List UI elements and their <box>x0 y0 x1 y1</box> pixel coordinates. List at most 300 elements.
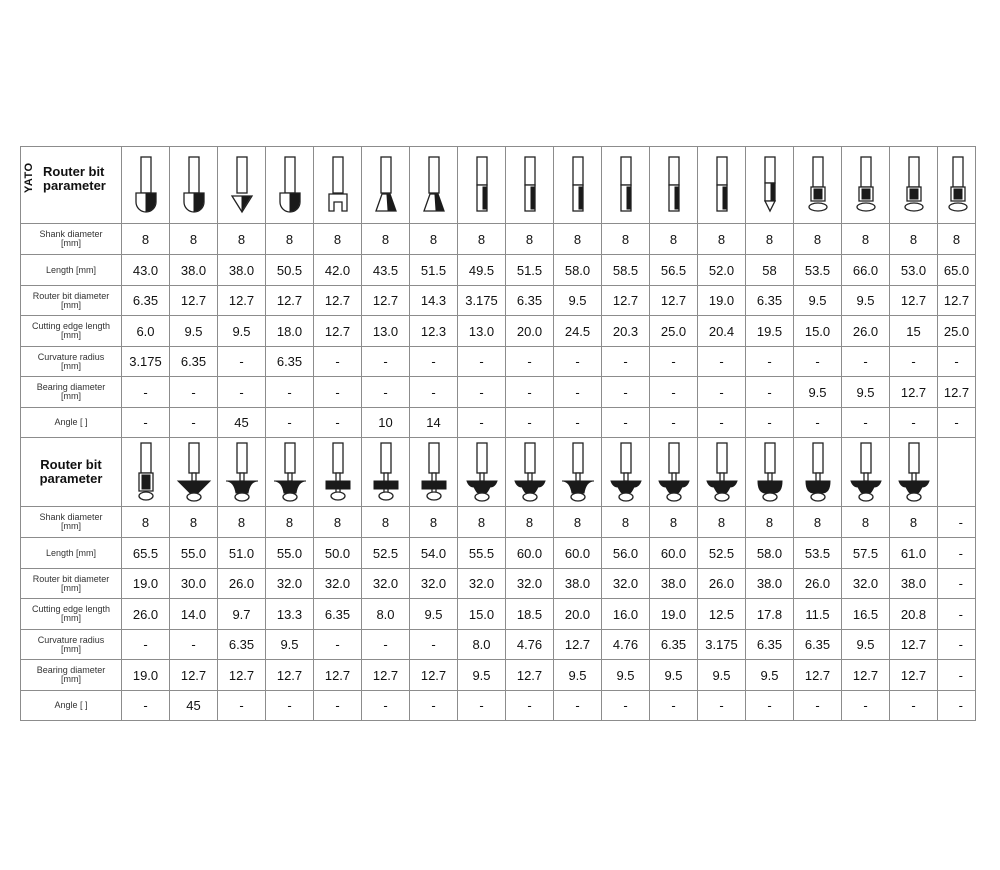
spec-value-cell: 52.0 <box>698 255 746 286</box>
spec-value-cell: 25.0 <box>938 316 976 347</box>
spec-value-cell: 26.0 <box>842 316 890 347</box>
router-bit-bead-icon <box>798 440 838 504</box>
spec-value-cell: 12.7 <box>506 660 554 691</box>
spec-value-cell: - <box>410 691 458 721</box>
bit-image-cell <box>842 147 890 224</box>
spec-value-cell: 56.5 <box>650 255 698 286</box>
spec-value-cell: 15 <box>890 316 938 347</box>
spec-value-cell: 9.5 <box>458 660 506 691</box>
spec-value-cell: - <box>650 408 698 438</box>
spec-value-cell: 65.5 <box>122 538 170 569</box>
spec-value-cell: 9.5 <box>218 316 266 347</box>
spec-value-cell: 12.7 <box>650 286 698 316</box>
spec-value-cell: 26.0 <box>122 599 170 630</box>
spec-value-cell: - <box>842 691 890 721</box>
spec-value-cell: - <box>746 347 794 377</box>
spec-value-cell: 8 <box>602 507 650 538</box>
bit-image-row <box>21 147 976 224</box>
spec-value-cell: - <box>218 691 266 721</box>
spec-value-cell: 20.8 <box>890 599 938 630</box>
router-bit-bead-icon <box>750 440 790 504</box>
bit-image-row <box>21 438 976 507</box>
spec-value-cell: - <box>410 377 458 408</box>
spec-value-cell: 9.5 <box>410 599 458 630</box>
router-bit-roundover-icon <box>222 440 262 504</box>
spec-value-cell: 8 <box>794 224 842 255</box>
spec-value-cell: 12.7 <box>218 286 266 316</box>
spec-value-cell: 9.7 <box>218 599 266 630</box>
spec-value-cell: 8 <box>122 224 170 255</box>
router-bit-ogee-icon <box>606 440 646 504</box>
spec-value-cell: - <box>218 377 266 408</box>
spec-value-cell: 12.7 <box>938 377 976 408</box>
bit-image-cell <box>938 147 976 224</box>
brand-text: YATO <box>23 162 35 193</box>
row-header <box>21 147 122 224</box>
spec-value-cell: 8 <box>314 224 362 255</box>
spec-value-cell: - <box>794 347 842 377</box>
spec-row <box>21 569 976 599</box>
spec-value-cell: 50.5 <box>266 255 314 286</box>
spec-value-cell: - <box>122 408 170 438</box>
spec-value-cell: 60.0 <box>650 538 698 569</box>
bit-image-cell <box>890 438 938 507</box>
spec-value-cell: 53.0 <box>890 255 938 286</box>
spec-value-cell: 9.5 <box>794 286 842 316</box>
spec-value-cell: 12.7 <box>266 286 314 316</box>
spec-value-cell: 12.7 <box>218 660 266 691</box>
router-bit-round-nose-icon <box>126 154 166 216</box>
table-title-line: parameter <box>43 178 106 193</box>
spec-value-cell: 58.0 <box>554 255 602 286</box>
router-bit-ogee-icon <box>510 440 550 504</box>
spec-value-cell: 12.7 <box>314 660 362 691</box>
spec-value-cell: 9.5 <box>554 286 602 316</box>
spec-value-cell: - <box>938 507 976 538</box>
spec-row-label-line: Cutting edge length <box>31 604 111 614</box>
bit-image-cell <box>506 147 554 224</box>
spec-value-cell: 17.8 <box>746 599 794 630</box>
spec-value-cell: - <box>314 347 362 377</box>
bit-image-cell <box>842 438 890 507</box>
spec-value-cell: 8 <box>554 507 602 538</box>
spec-value-cell: 3.175 <box>458 286 506 316</box>
spec-value-cell: - <box>170 630 218 660</box>
router-bit-spec-table <box>20 146 976 721</box>
spec-value-cell: - <box>938 630 976 660</box>
spec-value-cell: 32.0 <box>314 569 362 599</box>
spec-row-label-line: [mm] <box>61 674 81 684</box>
spec-value-cell: - <box>938 569 976 599</box>
spec-value-cell: - <box>218 347 266 377</box>
spec-value-cell: 54.0 <box>410 538 458 569</box>
spec-value-cell: 12.7 <box>890 660 938 691</box>
router-bit-slot-icon <box>414 440 454 504</box>
router-bit-slot-icon <box>318 440 358 504</box>
spec-value-cell: - <box>698 347 746 377</box>
spec-value-cell: 8 <box>218 224 266 255</box>
spec-row <box>21 538 976 569</box>
spec-value-cell: 8 <box>410 224 458 255</box>
spec-value-cell: - <box>266 377 314 408</box>
spec-value-cell: 4.76 <box>506 630 554 660</box>
spec-value-cell: - <box>506 408 554 438</box>
spec-row <box>21 507 976 538</box>
spec-value-cell: - <box>794 691 842 721</box>
spec-value-cell: 8 <box>698 224 746 255</box>
spec-value-cell: 42.0 <box>314 255 362 286</box>
spec-value-cell: 12.7 <box>266 660 314 691</box>
table-title <box>43 165 106 193</box>
spec-value-cell: 18.0 <box>266 316 314 347</box>
router-bit-ogee-icon <box>462 440 502 504</box>
spec-value-cell: 19.0 <box>122 569 170 599</box>
spec-value-cell: 51.5 <box>410 255 458 286</box>
bit-image-cell <box>458 438 506 507</box>
spec-value-cell: 8.0 <box>458 630 506 660</box>
spec-value-cell: 12.3 <box>410 316 458 347</box>
spec-value-cell: 52.5 <box>362 538 410 569</box>
spec-value-cell: 20.0 <box>554 599 602 630</box>
bit-image-cell <box>170 147 218 224</box>
spec-value-cell: 55.0 <box>266 538 314 569</box>
spec-value-cell: 19.5 <box>746 316 794 347</box>
spec-row-label <box>21 599 122 630</box>
spec-value-cell: 6.35 <box>218 630 266 660</box>
spec-value-cell: 8.0 <box>362 599 410 630</box>
spec-row <box>21 347 976 377</box>
spec-row-label-line: [mm] <box>61 330 81 340</box>
table-title-line: Router bit <box>40 457 102 472</box>
router-bit-dovetail-icon <box>414 154 454 216</box>
spec-value-cell: 9.5 <box>170 316 218 347</box>
spec-value-cell: 8 <box>554 224 602 255</box>
bit-image-cell <box>266 147 314 224</box>
bit-image-cell <box>314 147 362 224</box>
spec-value-cell: - <box>938 599 976 630</box>
spec-value-cell: 8 <box>122 507 170 538</box>
spec-value-cell: 10 <box>362 408 410 438</box>
bit-image-cell <box>746 147 794 224</box>
spec-value-cell: - <box>554 377 602 408</box>
spec-value-cell: 12.7 <box>554 630 602 660</box>
spec-value-cell: 8 <box>890 224 938 255</box>
spec-value-cell: - <box>554 691 602 721</box>
bit-image-cell <box>362 438 410 507</box>
bit-image-cell <box>122 438 170 507</box>
bit-image-cell <box>506 438 554 507</box>
spec-value-cell: - <box>746 691 794 721</box>
spec-row-label <box>21 408 122 438</box>
spec-value-cell: - <box>938 691 976 721</box>
spec-value-cell: 8 <box>506 224 554 255</box>
router-bit-straight-icon <box>606 154 646 216</box>
spec-row <box>21 691 976 721</box>
spec-value-cell: 15.0 <box>794 316 842 347</box>
router-bit-ogee-icon <box>654 440 694 504</box>
spec-value-cell: 12.7 <box>890 286 938 316</box>
spec-value-cell: - <box>362 691 410 721</box>
bit-image-cell <box>218 147 266 224</box>
spec-row <box>21 224 976 255</box>
spec-value-cell: - <box>266 691 314 721</box>
router-bit-roundover-icon <box>270 440 310 504</box>
brand-logo <box>23 153 37 209</box>
bit-image-cell <box>122 147 170 224</box>
spec-value-cell: - <box>314 408 362 438</box>
spec-value-cell: 9.5 <box>602 660 650 691</box>
bit-image-cell <box>890 147 938 224</box>
bit-image-cell <box>410 438 458 507</box>
spec-row-label <box>21 630 122 660</box>
spec-value-cell: 3.175 <box>122 347 170 377</box>
spec-value-cell: 6.35 <box>266 347 314 377</box>
spec-value-cell: 65.0 <box>938 255 976 286</box>
spec-value-cell: - <box>698 377 746 408</box>
spec-row-label <box>21 507 122 538</box>
spec-row-label <box>21 316 122 347</box>
spec-row <box>21 377 976 408</box>
spec-row-label <box>21 347 122 377</box>
spec-value-cell: 25.0 <box>650 316 698 347</box>
spec-value-cell: 9.5 <box>554 660 602 691</box>
spec-value-cell: - <box>602 691 650 721</box>
bit-image-cell <box>794 147 842 224</box>
spec-value-cell: - <box>602 347 650 377</box>
spec-value-cell: 38.0 <box>218 255 266 286</box>
spec-value-cell: - <box>842 347 890 377</box>
router-bit-flush-trim-icon <box>938 154 976 216</box>
spec-value-cell: - <box>746 408 794 438</box>
spec-value-cell: 45 <box>218 408 266 438</box>
spec-value-cell: 51.0 <box>218 538 266 569</box>
spec-value-cell: 60.0 <box>554 538 602 569</box>
spec-value-cell: - <box>362 630 410 660</box>
spec-value-cell: 9.5 <box>746 660 794 691</box>
spec-value-cell: - <box>554 408 602 438</box>
spec-value-cell: 8 <box>842 224 890 255</box>
spec-value-cell: 58.0 <box>746 538 794 569</box>
spec-value-cell: 9.5 <box>650 660 698 691</box>
spec-value-cell: - <box>746 377 794 408</box>
spec-value-cell: 58.5 <box>602 255 650 286</box>
spec-row <box>21 630 976 660</box>
spec-value-cell: 6.35 <box>746 630 794 660</box>
spec-value-cell: 8 <box>410 507 458 538</box>
bit-image-cell <box>794 438 842 507</box>
spec-value-cell: 51.5 <box>506 255 554 286</box>
router-bit-ogee-icon <box>702 440 742 504</box>
spec-value-cell: 12.7 <box>314 316 362 347</box>
spec-row-label-line: Shank diameter <box>39 229 103 239</box>
bit-image-cell <box>602 147 650 224</box>
spec-row-label-line: Shank diameter <box>39 512 103 522</box>
table-title-line: parameter <box>39 471 103 486</box>
spec-value-cell: - <box>410 347 458 377</box>
spec-value-cell: 12.7 <box>938 286 976 316</box>
router-bit-slot-icon <box>366 440 406 504</box>
spec-value-cell: 6.35 <box>122 286 170 316</box>
spec-value-cell: - <box>170 377 218 408</box>
bit-image-cell <box>698 147 746 224</box>
router-bit-ogee-icon <box>894 440 934 504</box>
spec-value-cell: 9.5 <box>698 660 746 691</box>
spec-value-cell: 4.76 <box>602 630 650 660</box>
spec-value-cell: 6.35 <box>170 347 218 377</box>
spec-value-cell: 12.7 <box>170 660 218 691</box>
spec-value-cell: 13.0 <box>458 316 506 347</box>
spec-value-cell: 53.5 <box>794 538 842 569</box>
router-bit-chamfer-icon <box>174 440 214 504</box>
spec-row-label-line: [mm] <box>61 299 81 310</box>
spec-row <box>21 255 976 286</box>
spec-value-cell: 8 <box>698 507 746 538</box>
spec-value-cell: 26.0 <box>698 569 746 599</box>
spec-value-cell: - <box>650 377 698 408</box>
spec-value-cell: - <box>410 630 458 660</box>
spec-value-cell: - <box>122 377 170 408</box>
spec-value-cell: - <box>266 408 314 438</box>
spec-value-cell: 13.3 <box>266 599 314 630</box>
spec-value-cell: 20.0 <box>506 316 554 347</box>
spec-row-label-line: Cutting edge length <box>31 321 111 331</box>
router-bit-flush-trim-icon <box>798 154 838 216</box>
spec-value-cell: 12.7 <box>362 286 410 316</box>
spec-value-cell: 24.5 <box>554 316 602 347</box>
spec-value-cell: - <box>650 691 698 721</box>
spec-value-cell: 8 <box>170 224 218 255</box>
spec-value-cell: 9.5 <box>842 286 890 316</box>
router-bit-flush-trim-icon <box>846 154 886 216</box>
spec-value-cell: 20.4 <box>698 316 746 347</box>
spec-value-cell: 66.0 <box>842 255 890 286</box>
spec-value-cell: 8 <box>842 507 890 538</box>
spec-row-label-line: Curvature radius <box>37 634 105 645</box>
spec-value-cell: 55.5 <box>458 538 506 569</box>
bit-image-cell <box>170 438 218 507</box>
router-bit-round-nose-icon <box>174 154 214 216</box>
spec-row-label-line: Length [mm] <box>45 264 97 275</box>
bit-image-cell <box>410 147 458 224</box>
spec-value-cell: 26.0 <box>794 569 842 599</box>
spec-value-cell: 8 <box>266 224 314 255</box>
spec-row <box>21 286 976 316</box>
spec-row <box>21 408 976 438</box>
spec-value-cell: 32.0 <box>458 569 506 599</box>
spec-value-cell: 14.0 <box>170 599 218 630</box>
bit-image-cell <box>218 438 266 507</box>
spec-value-cell: - <box>122 691 170 721</box>
spec-value-cell: - <box>506 691 554 721</box>
bit-image-cell <box>650 438 698 507</box>
spec-value-cell: 45 <box>170 691 218 721</box>
spec-value-cell: - <box>170 408 218 438</box>
spec-value-cell: 50.0 <box>314 538 362 569</box>
spec-value-cell: 12.7 <box>602 286 650 316</box>
spec-value-cell: - <box>122 630 170 660</box>
spec-value-cell: - <box>458 347 506 377</box>
router-bit-panel-pilot-icon <box>750 154 790 216</box>
spec-row-label-line: Bearing diameter <box>36 665 106 675</box>
spec-value-cell: - <box>938 538 976 569</box>
spec-value-cell: - <box>842 408 890 438</box>
spec-value-cell: 6.35 <box>650 630 698 660</box>
spec-value-cell: - <box>890 691 938 721</box>
spec-value-cell: 12.7 <box>890 377 938 408</box>
spec-value-cell: 55.0 <box>170 538 218 569</box>
spec-value-cell: - <box>362 377 410 408</box>
spec-value-cell: - <box>314 377 362 408</box>
spec-value-cell: 8 <box>650 507 698 538</box>
spec-value-cell: 16.0 <box>602 599 650 630</box>
router-bit-straight-icon <box>462 154 502 216</box>
spec-value-cell: - <box>890 408 938 438</box>
spec-row-label <box>21 569 122 599</box>
spec-value-cell: 38.0 <box>554 569 602 599</box>
spec-value-cell: 9.5 <box>794 377 842 408</box>
spec-row <box>21 660 976 691</box>
bit-image-cell <box>314 438 362 507</box>
spec-value-cell: - <box>698 691 746 721</box>
spec-value-cell: 32.0 <box>602 569 650 599</box>
spec-value-cell: 32.0 <box>842 569 890 599</box>
spec-value-cell: 12.7 <box>314 286 362 316</box>
spec-value-cell: 9.5 <box>842 377 890 408</box>
spec-row-label-line: Curvature radius <box>37 351 105 362</box>
spec-value-cell: 8 <box>602 224 650 255</box>
spec-value-cell: - <box>938 660 976 691</box>
spec-row-label <box>21 377 122 408</box>
spec-row-label-line: [mm] <box>61 521 81 531</box>
spec-value-cell: 52.5 <box>698 538 746 569</box>
spec-value-cell: 9.5 <box>266 630 314 660</box>
spec-row-label-line: [mm] <box>61 613 81 623</box>
spec-value-cell: 53.5 <box>794 255 842 286</box>
spec-row-label-line: [mm] <box>61 643 81 654</box>
spec-value-cell: 14 <box>410 408 458 438</box>
spec-value-cell: - <box>458 408 506 438</box>
spec-value-cell: 6.35 <box>506 286 554 316</box>
bit-image-cell <box>746 438 794 507</box>
spec-value-cell: 56.0 <box>602 538 650 569</box>
spec-value-cell: 32.0 <box>506 569 554 599</box>
spec-value-cell: - <box>794 408 842 438</box>
router-bit-straight-icon <box>702 154 742 216</box>
router-bit-dovetail-icon <box>366 154 406 216</box>
spec-value-cell: 8 <box>170 507 218 538</box>
spec-value-cell: 8 <box>362 507 410 538</box>
spec-value-cell: 43.5 <box>362 255 410 286</box>
spec-value-cell: 12.7 <box>362 660 410 691</box>
spec-row-label-line: Router bit diameter <box>32 290 110 301</box>
spec-row-label-line: [mm] <box>61 238 81 248</box>
spec-value-cell: - <box>458 691 506 721</box>
spec-value-cell: 38.0 <box>170 255 218 286</box>
spec-row-label-line: Angle [ ] <box>54 417 88 427</box>
spec-value-cell: 8 <box>506 507 554 538</box>
bit-image-cell <box>554 438 602 507</box>
spec-value-cell: 19.0 <box>698 286 746 316</box>
spec-row <box>21 316 976 347</box>
spec-value-cell: 8 <box>266 507 314 538</box>
bit-image-cell <box>698 438 746 507</box>
spec-row-label <box>21 286 122 316</box>
router-bit-v-groove-icon <box>222 154 262 216</box>
spec-value-cell: 18.5 <box>506 599 554 630</box>
spec-value-cell: 43.0 <box>122 255 170 286</box>
spec-value-cell: 8 <box>938 224 976 255</box>
spec-row-label <box>21 660 122 691</box>
